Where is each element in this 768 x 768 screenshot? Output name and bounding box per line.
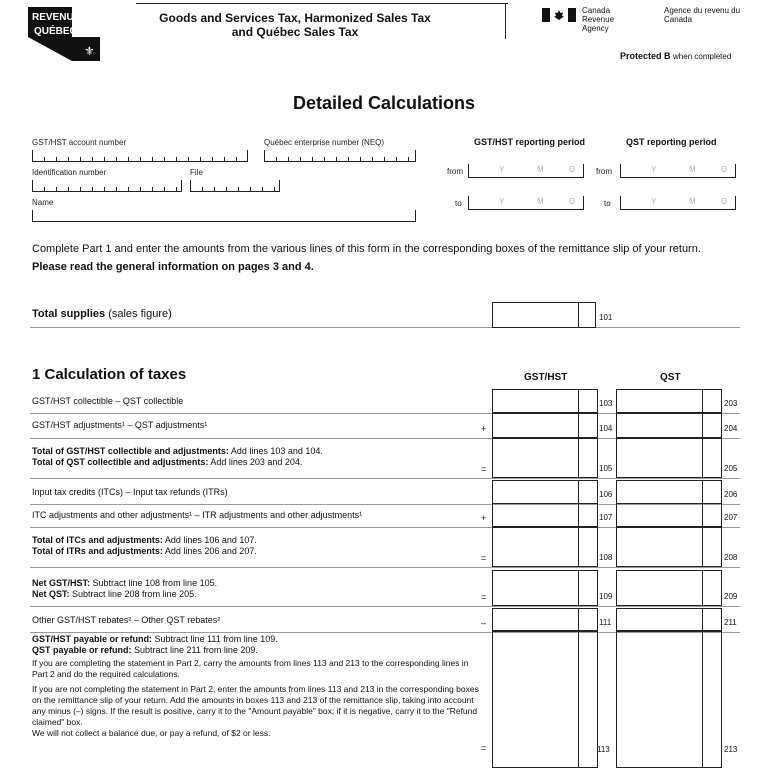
agency-en: Canada Revenue Agency xyxy=(582,6,615,33)
name-field[interactable] xyxy=(32,210,416,222)
operator: = xyxy=(481,592,487,602)
gst-period-heading: GST/HST reporting period xyxy=(474,137,586,147)
svg-text:REVENU: REVENU xyxy=(32,12,74,23)
total-supplies-label: Total supplies (sales figure) xyxy=(32,308,172,320)
row-label: ITC adjustments and other adjustments¹ – ITR adjustments and other adjustments¹ xyxy=(32,510,363,520)
line-number: 101 xyxy=(599,313,613,322)
cents-divider xyxy=(578,608,579,632)
operator: = xyxy=(481,553,487,563)
line-number: 206 xyxy=(724,490,738,499)
gst-to-label: to xyxy=(455,199,462,208)
line-number: 103 xyxy=(599,399,613,408)
line-number: 207 xyxy=(724,513,738,522)
line-number: 113 xyxy=(597,745,610,754)
line-number: 111 xyxy=(599,618,612,627)
row-divider xyxy=(30,567,740,568)
line-208-field[interactable] xyxy=(616,527,722,567)
line-109-field[interactable] xyxy=(492,570,598,606)
line-103-field[interactable] xyxy=(492,389,598,413)
cents-divider xyxy=(578,389,579,413)
gst-account-field[interactable] xyxy=(32,150,248,162)
file-field[interactable] xyxy=(190,180,280,192)
qst-period-heading: QST reporting period xyxy=(626,137,717,147)
canada-flag-icon xyxy=(542,8,576,22)
form-title: Goods and Services Tax, Harmonized Sales Tax and Québec Sales Tax xyxy=(159,11,431,39)
instructions: Complete Part 1 and enter the amounts from the various lines of this form in the corresponding boxes of the remittance slip of your return. Please read the general information on pages 3 and 4. xyxy=(32,243,701,273)
cents-divider xyxy=(578,570,579,606)
line-203-field[interactable] xyxy=(616,389,722,413)
row-label: Total of ITCs and adjustments: Add lines 106 and 107. Total of ITRs and adjustments: Add lines 206 and 207. xyxy=(32,535,257,556)
page-title: Detailed Calculations xyxy=(292,93,476,113)
qst-to-date-field[interactable]: Y M D xyxy=(620,196,736,210)
operator: + xyxy=(481,513,487,523)
cents-divider xyxy=(702,527,703,567)
line-107-field[interactable] xyxy=(492,503,598,527)
line-209-field[interactable] xyxy=(616,570,722,606)
row-label: GST/HST adjustments¹ – QST adjustments¹ xyxy=(32,420,208,430)
line-108-field[interactable] xyxy=(492,527,598,567)
gst-from-label: from xyxy=(447,167,463,176)
cents-divider xyxy=(702,480,703,504)
line-105-field[interactable] xyxy=(492,438,598,478)
qst-from-label: from xyxy=(596,167,612,176)
cents-divider xyxy=(702,630,703,768)
row-label: Input tax credits (ITCs) – Input tax refunds (ITRs) xyxy=(32,487,228,497)
cents-divider xyxy=(702,503,703,527)
gst-account-label: GST/HST account number xyxy=(32,138,127,147)
cents-divider xyxy=(702,389,703,413)
cents-divider xyxy=(702,413,703,438)
line-number: 109 xyxy=(599,592,613,601)
identification-field[interactable] xyxy=(32,180,182,192)
line-111-field[interactable] xyxy=(492,608,598,632)
qst-to-label: to xyxy=(604,199,611,208)
revenu-quebec-logo xyxy=(26,5,100,61)
line-104-field[interactable] xyxy=(492,413,598,438)
cents-divider xyxy=(702,608,703,632)
svg-text:⚜: ⚜ xyxy=(84,44,95,58)
file-label: File xyxy=(190,168,203,177)
cents-divider xyxy=(702,438,703,478)
line-204-field[interactable] xyxy=(616,413,722,438)
line-106-field[interactable] xyxy=(492,480,598,504)
gst-to-date-field[interactable]: Y M D xyxy=(468,196,584,210)
row-label: GST/HST collectible – QST collectible xyxy=(32,396,184,406)
qst-from-date-field[interactable]: Y M D xyxy=(620,164,736,178)
protected-status: Protected B when completed xyxy=(620,51,732,61)
qst-column-header: QST xyxy=(660,372,681,383)
operator: = xyxy=(481,464,487,474)
row-divider xyxy=(30,478,740,479)
neq-field[interactable] xyxy=(264,150,416,162)
line-number: 204 xyxy=(724,424,738,433)
row-label: Net GST/HST: Subtract line 108 from line 105. Net QST: Subtract line 208 from line 205. xyxy=(32,578,218,599)
operator: + xyxy=(481,424,487,434)
line-101-field[interactable] xyxy=(492,302,596,328)
gst-column-header: GST/HST xyxy=(524,372,568,383)
line-number: 106 xyxy=(599,490,613,499)
line-number: 105 xyxy=(599,464,613,473)
line-number: 205 xyxy=(724,464,738,473)
row-label: Other GST/HST rebates² – Other QST rebates² xyxy=(32,615,221,625)
agency-fr: Agence du revenu du Canada xyxy=(664,6,741,24)
line-205-field[interactable] xyxy=(616,438,722,478)
cents-divider xyxy=(578,438,579,478)
header-divider xyxy=(505,3,506,39)
row-divider xyxy=(30,606,740,607)
line-207-field[interactable] xyxy=(616,503,722,527)
line-number: 208 xyxy=(724,553,738,562)
cents-divider xyxy=(578,527,579,567)
neq-label: Québec enterprise number (NEQ) xyxy=(264,138,385,147)
cents-divider xyxy=(578,413,579,438)
header-rule xyxy=(136,3,508,4)
line-211-field[interactable] xyxy=(616,608,722,632)
cents-divider xyxy=(578,630,579,768)
cents-divider xyxy=(578,480,579,504)
line-number: 107 xyxy=(599,513,613,522)
row-label: Total of GST/HST collectible and adjustments: Add lines 103 and 104. Total of QST collectible and adjustments: Add lines 203 and 204. xyxy=(32,446,323,467)
cents-divider xyxy=(578,302,579,328)
cents-divider xyxy=(702,570,703,606)
operator: – xyxy=(481,618,487,628)
line-number: 104 xyxy=(599,424,613,433)
line-206-field[interactable] xyxy=(616,480,722,504)
gst-from-date-field[interactable]: Y M D xyxy=(468,164,584,178)
cents-divider xyxy=(578,503,579,527)
line-number: 211 xyxy=(724,618,737,627)
line-213-field[interactable] xyxy=(616,630,722,768)
line-number: 203 xyxy=(724,399,738,408)
line-number: 108 xyxy=(599,553,613,562)
name-label: Name xyxy=(32,198,54,207)
line-number: 213 xyxy=(724,745,738,754)
identification-label: Identification number xyxy=(32,168,107,177)
final-row-text: GST/HST payable or refund: Subtract line 111 from line 109. QST payable or refund: Subtract line 211 from line 209. If you are completing the statement in Part 2, carry the amounts from lines 113 and 213 to the corresponding lines in Part 2 and do the required calculations. If you are not completing the statement in Part 2, enter the amounts from lines 113 and 213 in the corresponding boxes on the remittance slip of your return. Add the amounts in boxes 113 and 213 of the remittance slip, taking into account any minus (–) signs. If the result is positive, carry it to the "Amount payable" box; if it is negative, carry it to the "Refund claimed" box. We will not collect a balance due, or pay a refund, of $2 or less. xyxy=(32,634,479,738)
svg-text:QUÉBEC: QUÉBEC xyxy=(34,26,77,37)
section-title: 1 Calculation of taxes xyxy=(32,366,187,383)
line-113-field[interactable] xyxy=(492,630,598,768)
line-number: 209 xyxy=(724,592,738,601)
operator: = xyxy=(481,743,487,753)
divider xyxy=(30,327,740,328)
